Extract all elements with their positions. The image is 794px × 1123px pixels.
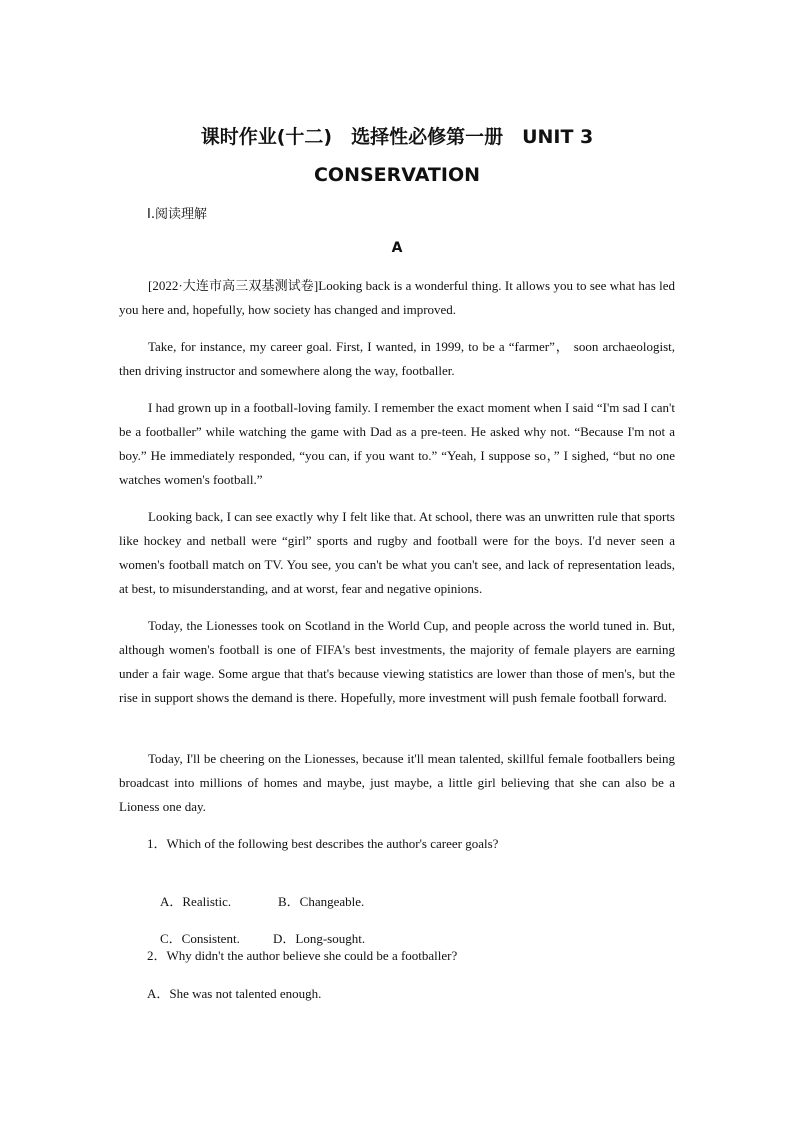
paragraph-2: Take, for instance, my career goal. First, I wanted, in 1999, to be a “farmer”， soon archaeologist, then driving instructor and somewhere along the way, footballer. xyxy=(119,339,675,378)
question-2-stem: 2．Why didn't the author believe she could be a footballer? xyxy=(147,948,458,963)
question-1-stem: 1．Which of the following best describes the author's career goals? xyxy=(147,836,499,851)
page-title: 课时作业(十二) 选择性必修第一册 UNIT 3 xyxy=(200,126,594,148)
passage-label: A xyxy=(391,240,403,256)
option-a: A．Realistic. xyxy=(160,894,232,909)
section-heading: Ⅰ.阅读理解 xyxy=(147,207,207,222)
paragraph-1: [2022·大连市高三双基测试卷]Looking back is a wonderful thing. It allows you to see what has led you here and, hopefully, how society has changed and improved. xyxy=(119,278,675,317)
paragraph-4: Looking back, I can see exactly why I felt like that. At school, there was an unwritten rule that sports like hockey and netball were “girl” sports and rugby and football were for the boys. I'd never seen a women's football match on TV. You see, you can't be what you can't see, and lack of representation leads, at best, to misunderstanding, and at worst, fear and negative opinions. xyxy=(119,509,675,596)
option-b: B．Changeable. xyxy=(278,894,365,909)
option-c: C．Consistent. xyxy=(160,931,240,946)
page-subtitle: CONSERVATION xyxy=(313,164,481,186)
paragraph-6: Today, I'll be cheering on the Lionesses, because it'll mean talented, skillful female footballers being broadcast into millions of homes and maybe, just maybe, a little girl believing that she can also be a Lioness one day. xyxy=(119,751,675,814)
question-2-option-a: A．She was not talented enough. xyxy=(147,986,322,1001)
option-d: D．Long-sought. xyxy=(273,931,366,946)
paragraph-3: I had grown up in a football-loving family. I remember the exact moment when I said “I'm sad I can't be a footballer” while watching the game with Dad as a pre-teen. He asked why not. “Because I'm not a boy.” He immediately responded, “you can, if you want to.” “Yeah, I suppose so，” I sighed, “but no one watches women's football.” xyxy=(119,400,675,487)
paragraph-5: Today, the Lionesses took on Scotland in the World Cup, and people across the world tuned in. But, although women's football is one of FIFA's best investments, the majority of female players are earning under a fair wage. Some argue that that's because viewing statistics are lower than those of men's, but the rise in support shows the demand is there. Hopefully, more investment will push female football forward. xyxy=(119,618,675,705)
